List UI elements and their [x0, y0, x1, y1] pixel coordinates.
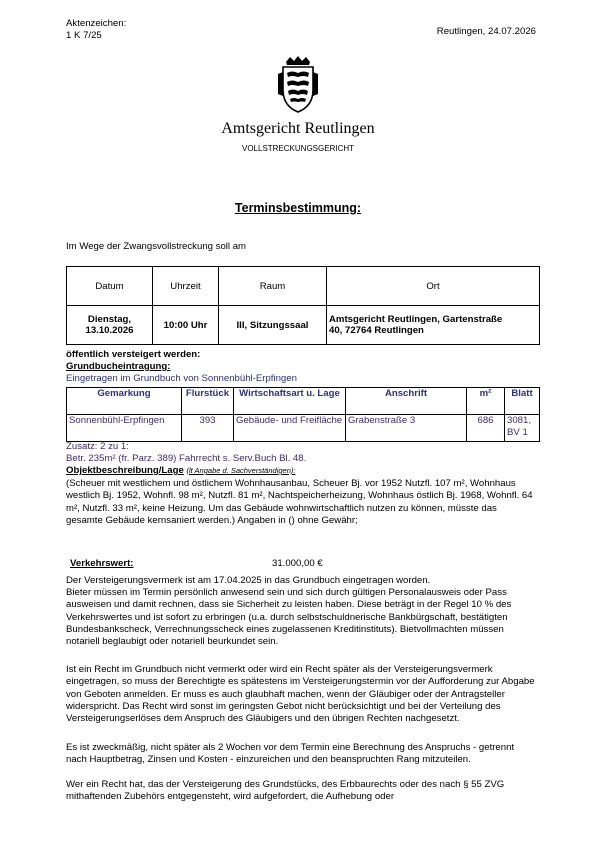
header-gemarkung: Gemarkung	[67, 388, 182, 415]
cell-gemarkung: Sonnenbühl-Erpfingen	[67, 415, 182, 442]
ort-line1: Amtsgericht Reutlingen, Gartenstraße	[329, 314, 503, 325]
paragraph-bieter: Bieter müssen im Termin persönlich anwesend sein und sich durch gültigen Personalausweis oder Pass ausweisen und damit rechnen, dass sie Sicherheit zu leisten haben. Diese beträgt in der Regel 10 % des Verkehrswertes und ist sofort zu erbringen (u.a. durch selbstschuldnerische Bankbürgschaft, bestätigten Bundesbankscheck, Verrechnungsscheck eines zugelassenen Kreditinstituts). Bietvollmachten müssen notariell beglaubigt oder notariell beurkundet sein.	[66, 587, 512, 648]
place-date: Reutlingen, 24.07.2026	[436, 26, 536, 37]
grundbuch-heading: Grundbucheintragung:	[66, 361, 171, 372]
zusatz-line1: Zusatz: 2 zu 1:	[66, 441, 129, 452]
paragraph-aufhebung: Wer ein Recht hat, das der Versteigerung des Grundstücks, des Erbbaurechts oder des nach § 55 ZVG mithaftenden Zubehörs entgegensteht, wird aufgefordert, die Aufhebung oder	[66, 779, 505, 803]
versteigert-text: öffentlich versteigert werden:	[66, 349, 201, 360]
zusatz-line2: Betr. 235m² (fr. Parz. 389) Fahrrecht s. Serv.Buch Bl. 48.	[66, 453, 307, 464]
court-name: Amtsgericht Reutlingen	[221, 120, 375, 137]
datum-weekday: Dienstag,	[87, 314, 132, 325]
header-anschrift: Anschrift	[346, 388, 467, 415]
aktenzeichen-label: Aktenzeichen:	[66, 18, 127, 29]
cell-ort	[327, 306, 540, 345]
objekt-note: (lt Angabe d. Sachverständigen):	[186, 466, 296, 475]
coat-of-arms-icon	[278, 56, 318, 114]
cell-raum: III, Sitzungssaal	[219, 306, 327, 345]
termin-table	[66, 266, 540, 345]
parcel-table	[66, 387, 540, 442]
cell-wirtschaftsart: Gebäude- und Freifläche	[234, 415, 346, 442]
datum-date: 13.10.2026	[85, 325, 134, 336]
verkehrswert-label: Verkehrswert:	[70, 558, 134, 569]
cell-anschrift: Grabenstraße 3	[346, 415, 467, 442]
cell-flurstueck: 393	[182, 415, 234, 442]
aktenzeichen-value: 1 K 7/25	[66, 30, 102, 41]
header-blatt: Blatt	[505, 388, 540, 415]
paragraph-berechnung: Es ist zweckmäßig, nicht später als 2 Wochen vor dem Termin eine Berechnung des Anspruchs - getrennt nach Hauptbetrag, Zinsen und Kosten - einzureichen und den beanspruchten Rang mitzuteilen.	[66, 742, 515, 766]
court-department: VOLLSTRECKUNGSGERICHT	[241, 144, 355, 153]
header-flurstueck: Flurstück	[182, 388, 234, 415]
intro-text: Im Wege der Zwangsvollstreckung soll am	[66, 241, 247, 252]
header-raum: Raum	[219, 267, 327, 306]
verkehrswert-value: 31.000,00 €	[272, 558, 323, 569]
termin-table-row	[67, 306, 540, 345]
objekt-description: (Scheuer mit westlichem und östlichem Wohnhausanbau, Scheuer Bj. vor 1952 Nutzfl. 107 m², Wohnhaus westlich Bj. 1952, Wohnfl. 98 m², Nutzfl. 81 m², Nachtspeicherheizung, Wohnhaus östlich Bj. 1968, Wohnfl. 64 m², Nutzfl. 33 m², keine Heizung. Um das Gebäude wohnwirtschaftlich nutzen zu können, müsste das gesamte Gebäude kernsaniert werden.) Angaben in () ohne Gewähr;	[66, 478, 533, 526]
objekt-heading-line	[66, 465, 295, 476]
ort-line2: 40, 72764 Reutlingen	[329, 325, 424, 336]
objekt-heading: Objektbeschreibung/Lage	[66, 465, 184, 476]
table-row	[67, 415, 540, 442]
cell-blatt: 3081, BV 1	[505, 415, 540, 442]
grundbuch-source: Eingetragen im Grundbuch von Sonnenbühl-Erpfingen	[66, 373, 297, 384]
paragraph-recht: Ist ein Recht im Grundbuch nicht vermerkt oder wird ein Recht später als der Versteigerungsvermerk eingetragen, so muss der Berechtigte es spätestens im Versteigerungstermin vor der Aufforderung zur Abgabe von Geboten anmelden. Er muss es auch glaubhaft machen, wenn der Gläubiger oder der Antragsteller widerspricht. Das Recht wird sonst im geringsten Gebot nicht berücksichtigt und bei der Verteilung des Versteigerungserlöses dem Anspruch des Gläubigers und den übrigen Rechten nachgesetzt.	[66, 664, 535, 725]
cell-m2: 686	[467, 415, 505, 442]
page-title: Terminsbestimmung:	[234, 201, 362, 215]
header-datum: Datum	[67, 267, 153, 306]
header-ort: Ort	[327, 267, 540, 306]
header-wirtschaftsart: Wirtschaftsart u. Lage	[234, 388, 346, 415]
header-m2: m²	[467, 388, 505, 415]
header-uhrzeit: Uhrzeit	[153, 267, 219, 306]
termin-table-header	[67, 267, 540, 306]
paragraph-vermerk: Der Versteigerungsvermerk ist am 17.04.2025 in das Grundbuch eingetragen worden.	[66, 575, 431, 586]
cell-datum	[67, 306, 153, 345]
parcel-table-header	[67, 388, 540, 415]
cell-uhrzeit: 10:00 Uhr	[153, 306, 219, 345]
